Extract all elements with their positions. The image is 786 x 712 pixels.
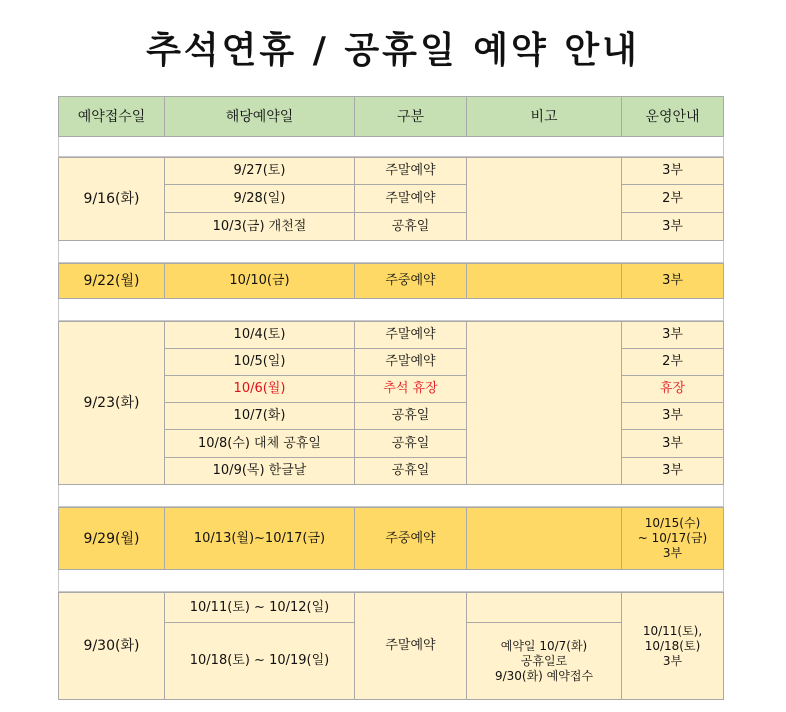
operation-cell: 3부 bbox=[622, 157, 724, 185]
reception-date-cell: 9/30(화) bbox=[58, 592, 165, 700]
note-cell bbox=[467, 592, 622, 623]
operation-line: 10/15(수) bbox=[644, 516, 701, 530]
operation-cell bbox=[622, 507, 724, 570]
operation-cell: 3부 bbox=[622, 321, 724, 349]
reception-date-cell: 9/29(월) bbox=[58, 507, 165, 570]
page-title: 추석연휴 / 공휴일 예약 안내 bbox=[146, 30, 640, 71]
header-target-date: 해당예약일 bbox=[165, 96, 355, 137]
spacer-row bbox=[58, 137, 724, 157]
operation-line: ~ 10/17(금) bbox=[637, 531, 708, 545]
type-cell: 주말예약 bbox=[355, 349, 467, 376]
spacer-row bbox=[58, 241, 724, 263]
note-cell bbox=[467, 507, 622, 570]
type-cell: 주중예약 bbox=[355, 507, 467, 570]
note-line: 공휴일로 bbox=[520, 653, 568, 668]
header-note: 비고 bbox=[467, 96, 622, 137]
target-date-cell: 10/9(목) 한글날 bbox=[165, 458, 355, 485]
operation-cell: 3부 bbox=[622, 263, 724, 299]
operation-cell: 3부 bbox=[622, 213, 724, 241]
spacer-row bbox=[58, 299, 724, 321]
type-cell: 주중예약 bbox=[355, 263, 467, 299]
target-date-cell: 10/11(토) ~ 10/12(일) bbox=[165, 592, 355, 623]
operation-line: 3부 bbox=[662, 653, 683, 668]
target-date-cell: 10/3(금) 개천절 bbox=[165, 213, 355, 241]
type-cell-closed: 추석 휴장 bbox=[355, 376, 467, 403]
operation-cell: 3부 bbox=[622, 403, 724, 430]
target-date-cell: 10/4(토) bbox=[165, 321, 355, 349]
note-line: 9/30(화) 예약접수 bbox=[494, 668, 594, 683]
header-operation: 운영안내 bbox=[622, 96, 724, 137]
spacer-row bbox=[58, 570, 724, 592]
operation-line: 10/11(토), bbox=[642, 623, 703, 638]
operation-cell: 2부 bbox=[622, 185, 724, 213]
type-cell: 공휴일 bbox=[355, 430, 467, 458]
operation-cell: 3부 bbox=[622, 430, 724, 458]
type-cell: 주말예약 bbox=[355, 185, 467, 213]
reception-date-cell: 9/23(화) bbox=[58, 321, 165, 485]
type-cell: 주말예약 bbox=[355, 592, 467, 700]
header-reception-date: 예약접수일 bbox=[58, 96, 165, 137]
header-type: 구분 bbox=[355, 96, 467, 137]
target-date-cell: 10/8(수) 대체 공휴일 bbox=[165, 430, 355, 458]
operation-cell: 3부 bbox=[622, 458, 724, 485]
spacer-row bbox=[58, 485, 724, 507]
reception-date-cell: 9/16(화) bbox=[58, 157, 165, 241]
target-date-cell: 10/13(월)~10/17(금) bbox=[165, 507, 355, 570]
target-date-cell: 9/28(일) bbox=[165, 185, 355, 213]
type-cell: 주말예약 bbox=[355, 321, 467, 349]
target-date-cell-closed: 10/6(월) bbox=[165, 376, 355, 403]
reception-date-cell: 9/22(월) bbox=[58, 263, 165, 299]
operation-cell: 2부 bbox=[622, 349, 724, 376]
target-date-cell: 9/27(토) bbox=[165, 157, 355, 185]
target-date-cell: 10/5(일) bbox=[165, 349, 355, 376]
type-cell: 주말예약 bbox=[355, 157, 467, 185]
operation-line: 10/18(토) bbox=[644, 638, 701, 653]
operation-cell-closed: 휴장 bbox=[622, 376, 724, 403]
note-cell bbox=[467, 623, 622, 700]
target-date-cell: 10/18(토) ~ 10/19(일) bbox=[165, 623, 355, 700]
note-line: 예약일 10/7(화) bbox=[500, 638, 588, 653]
note-cell bbox=[467, 263, 622, 299]
operation-cell bbox=[622, 592, 724, 700]
type-cell: 공휴일 bbox=[355, 458, 467, 485]
operation-line: 3부 bbox=[662, 546, 683, 560]
target-date-cell: 10/7(화) bbox=[165, 403, 355, 430]
type-cell: 공휴일 bbox=[355, 213, 467, 241]
target-date-cell: 10/10(금) bbox=[165, 263, 355, 299]
note-cell bbox=[467, 321, 622, 485]
type-cell: 공휴일 bbox=[355, 403, 467, 430]
note-cell bbox=[467, 157, 622, 241]
